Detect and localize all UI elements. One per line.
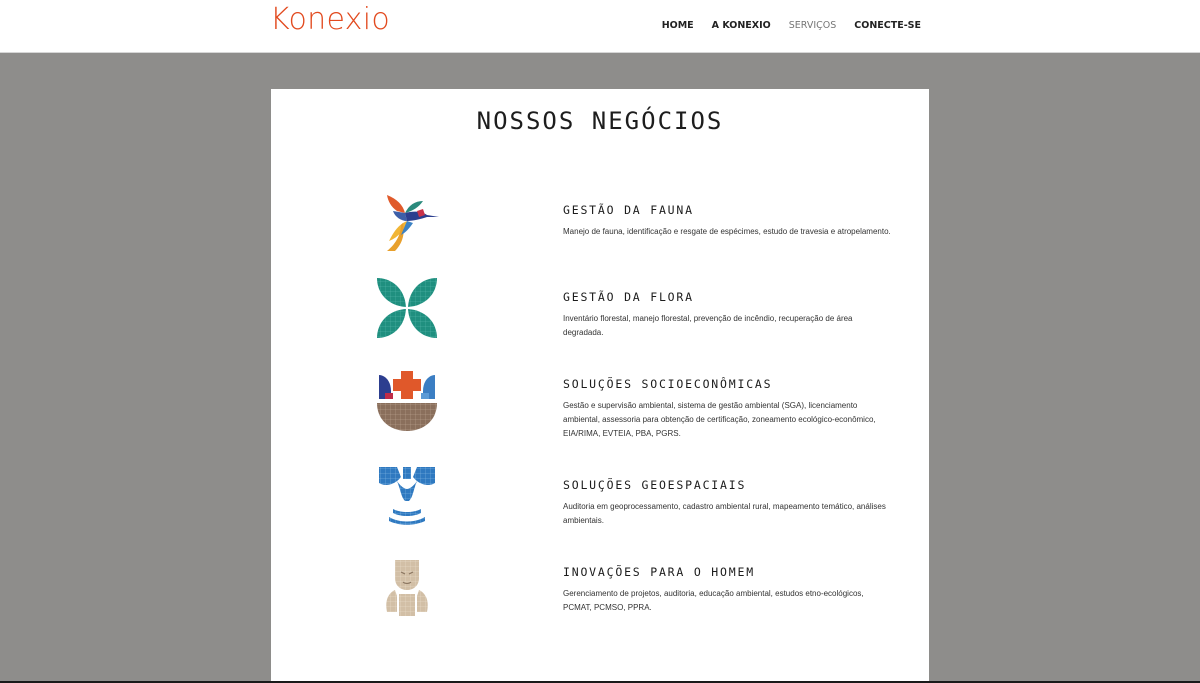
human-icon — [375, 556, 439, 620]
page-title: NOSSOS NEGÓCIOS — [476, 107, 724, 135]
service-desc-geoespaciais: Auditoria em geoprocessamento, cadastro ambiental rural, mapeamento temático, análises ambientais. — [563, 502, 886, 525]
service-title-flora: GESTÃO DA FLORA — [563, 290, 694, 304]
nav-a-konexio[interactable]: A KONEXIO — [711, 20, 771, 31]
nav-servicos[interactable]: SERVIÇOS — [788, 20, 837, 31]
service-title-fauna: GESTÃO DA FAUNA — [563, 203, 694, 217]
service-desc-flora: Inventário florestal, manejo florestal, prevenção de incêndio, recuperação de área degradada. — [563, 314, 853, 337]
service-desc-socioeconomicas: Gestão e supervisão ambiental, sistema de gestão ambiental (SGA), licenciamento ambiental, assessoria para obtenção de certificação, zoneamento ecológico-econômico, EIA/RIMA, EVTEIA, PBA, PGRS. — [563, 401, 876, 438]
hummingbird-icon — [375, 189, 439, 253]
main-nav — [662, 20, 921, 31]
service-title-socioeconomicas: SOLUÇÕES SOCIOECONÔMICAS — [563, 377, 773, 391]
site-header — [0, 0, 1200, 53]
service-title-homem: INOVAÇÕES PARA O HOMEM — [563, 565, 755, 579]
service-desc-fauna: Manejo de fauna, identificação e resgate de espécimes, estudo de travesia e atropelamento. — [563, 227, 891, 236]
service-desc-homem: Gerenciamento de projetos, auditoria, educação ambiental, estudos etno-ecológicos, PCMAT, PCMSO, PPRA. — [563, 589, 864, 612]
nav-conecte-se[interactable]: CONECTE-SE — [854, 20, 921, 31]
nav-home[interactable]: HOME — [661, 20, 694, 31]
socioeconomic-icon — [375, 369, 439, 433]
geospatial-icon — [375, 463, 439, 527]
service-title-geoespaciais: SOLUÇÕES GEOESPACIAIS — [563, 478, 747, 492]
services-card — [271, 89, 929, 683]
leaf-icon — [375, 276, 439, 340]
logo[interactable]: Konexio — [270, 2, 391, 37]
